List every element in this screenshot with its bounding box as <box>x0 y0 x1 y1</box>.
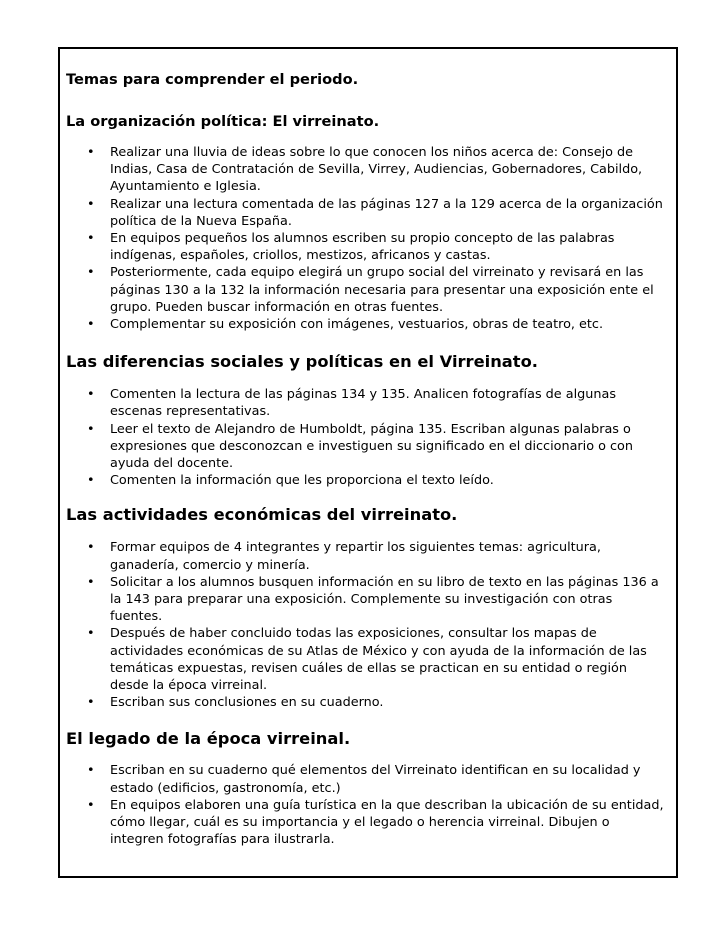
list-item-text: Complementar su exposición con imágenes, vestuarios, obras de teatro, etc. <box>110 317 604 333</box>
bullet-icon: • <box>87 797 95 813</box>
list-item <box>66 386 666 420</box>
list-item-text: En equipos pequeños los alumnos escriben su propio concepto de las palabras indígenas, españoles, criollos, mestizos, africanos y castas. <box>110 231 615 264</box>
list-item-text: Comenten la información que les proporciona el texto leído. <box>110 473 494 489</box>
list-item <box>66 574 666 626</box>
bullet-icon: • <box>87 421 95 437</box>
list-item <box>66 316 666 333</box>
list-item <box>66 230 666 264</box>
bullet-icon: • <box>87 574 95 590</box>
list-item-text: Solicitar a los alumnos busquen información en su libro de texto en las páginas 136 a la 143 para preparar una exposición. Complemente su investigación con otras fuentes. <box>110 574 659 625</box>
bullet-icon: • <box>87 540 95 556</box>
section-title-diferencias-sociales: Las diferencias sociales y políticas en el Virreinato. <box>66 352 538 372</box>
list-item-text: Después de haber concluido todas las exposiciones, consultar los mapas de actividades económicas de su Atlas de México y con ayuda de la información de las temáticas expuestas, revisen cuáles de ellas se practican en su entidad o región desde la época virreinal. <box>110 626 647 694</box>
section-title-organizacion-politica: La organización política: El virreinato. <box>66 113 380 130</box>
list-item <box>66 762 666 796</box>
list-item <box>66 539 666 573</box>
bullet-icon: • <box>87 763 95 779</box>
section-title-legado-virreinal: El legado de la época virreinal. <box>66 729 351 749</box>
document-content <box>66 66 666 849</box>
section-list-actividades-economicas <box>66 539 666 711</box>
list-item <box>66 625 666 694</box>
list-item <box>66 144 666 196</box>
list-item <box>66 264 666 316</box>
bullet-icon: • <box>87 317 95 333</box>
document-title: Temas para comprender el periodo. <box>66 71 359 88</box>
bullet-icon: • <box>87 695 95 711</box>
bullet-icon: • <box>87 265 95 281</box>
list-item-text: Leer el texto de Alejandro de Humboldt, página 135. Escriban algunas palabras o expresiones que desconozcan e investiguen su significado en el diccionario o con ayuda del docente. <box>110 421 633 472</box>
list-item-text: Posteriormente, cada equipo elegirá un grupo social del virreinato y revisará en las páginas 130 a la 132 la información necesaria para presentar una exposición ente el grupo. Pueden buscar información en otras fuentes. <box>110 265 654 315</box>
list-item <box>66 472 666 489</box>
list-item-text: En equipos elaboren una guía turística en la que describan la ubicación de su entidad, cómo llegar, cuál es su importancia y el legado o herencia virreinal. Dibujen o integren fotografías para ilustrarla. <box>110 797 664 848</box>
section-list-organizacion-politica <box>66 144 666 333</box>
bullet-icon: • <box>87 387 95 403</box>
list-item <box>66 797 666 849</box>
bullet-icon: • <box>87 473 95 489</box>
list-item-text: Comenten la lectura de las páginas 134 y 135. Analicen fotografías de algunas escenas representativas. <box>110 387 616 420</box>
list-item <box>66 694 666 711</box>
section-title-actividades-economicas: Las actividades económicas del virreinato. <box>66 505 458 525</box>
list-item-text: Escriban sus conclusiones en su cuaderno. <box>110 695 384 711</box>
list-item-text: Escriban en su cuaderno qué elementos del Virreinato identifican en su localidad y estado (edificios, gastronomía, etc.) <box>110 763 641 796</box>
list-item <box>66 421 666 473</box>
list-item <box>66 196 666 230</box>
list-item-text: Realizar una lectura comentada de las páginas 127 a la 129 acerca de la organización política de la Nueva España. <box>110 196 663 229</box>
bullet-icon: • <box>87 626 95 642</box>
list-item-text: Formar equipos de 4 integrantes y repartir los siguientes temas: agricultura, ganadería, comercio y minería. <box>110 540 601 573</box>
bullet-icon: • <box>87 231 95 247</box>
bullet-icon: • <box>87 145 95 160</box>
list-item-text: Realizar una lluvia de ideas sobre lo que conocen los niños acerca de: Consejo de Indias, Casa de Contratación de Sevilla, Virrey, Audiencias, Gobernadores, Cabildo, Ayuntamiento e Iglesia. <box>110 145 643 195</box>
section-list-legado-virreinal <box>66 762 666 848</box>
bullet-icon: • <box>87 196 95 212</box>
section-list-diferencias-sociales <box>66 386 666 489</box>
